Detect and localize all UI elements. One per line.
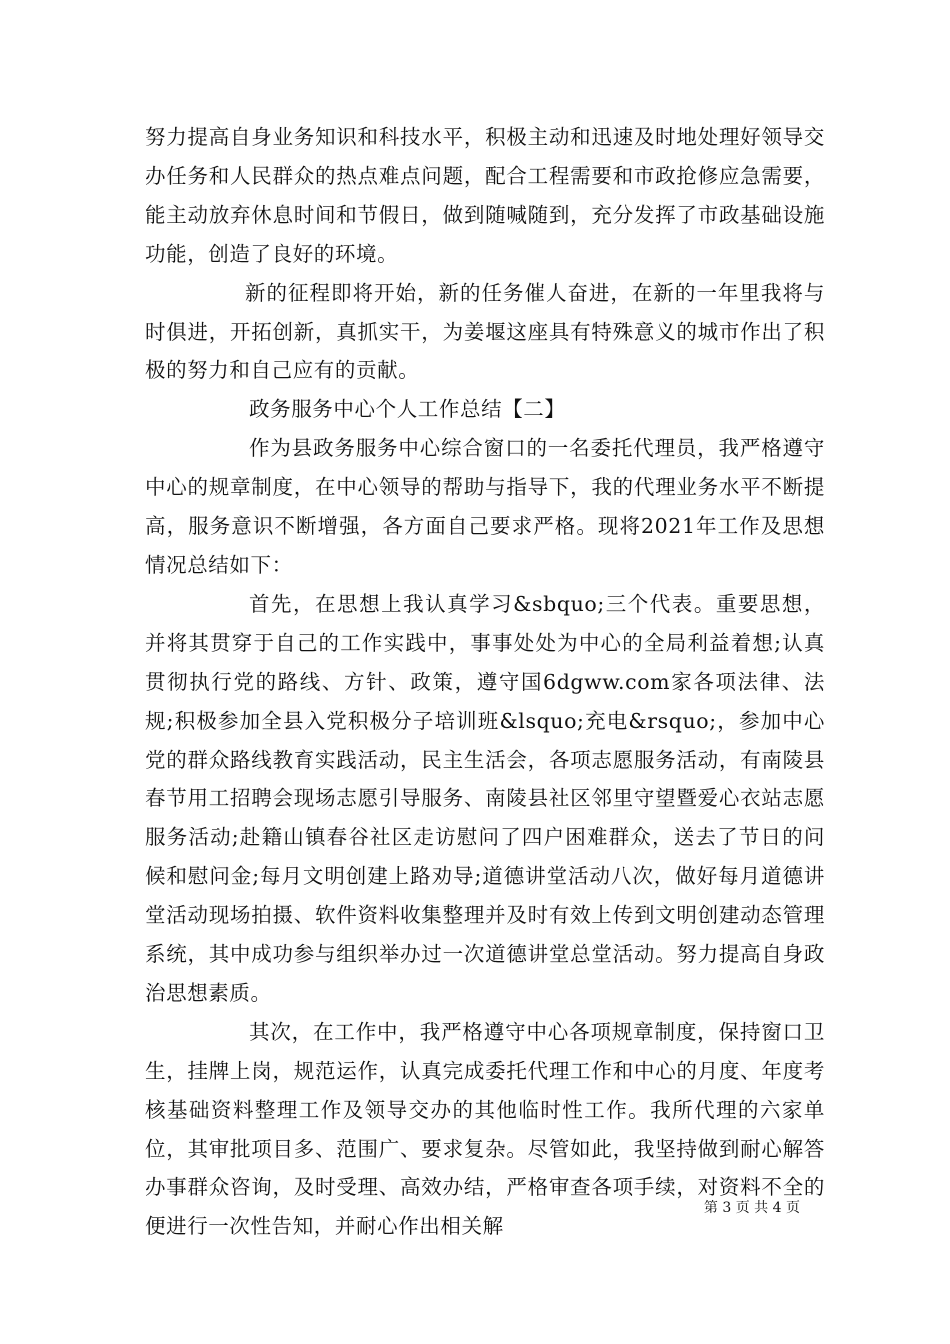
page-number-footer: 第 3 页 共 4 页 <box>703 1200 800 1216</box>
section-heading: 政务服务中心个人工作总结【二】 <box>249 397 566 422</box>
paragraph-4: 首先，在思想上我认真学习&sbquo;三个代表。重要思想，并将其贯穿于自己的工作实践中，事事处处为中心的全局利益着想;认真贯彻执行党的路线、方针、政策，遵守国6dgww.com家各项法律、法规;积极参加全县入党积极分子培训班&lsquo;充电&rsquo;，参加中心党的群众路线教育实践活动，民主生活会，各项志愿服务活动，有南陵县春节用工招聘会现场志愿引导服务、南陵县社区邻里守望暨爱心衣站志愿服务活动;赴籍山镇春谷社区走访慰问了四户困难群众，送去了节日的问候和慰问金;每月文明创建上路劝导;道德讲堂活动八次，做好每月道德讲堂活动现场拍摄、软件资料收集整理并及时有效上传到文明创建动态管理系统，其中成功参与组织举办过一次道德讲堂总堂活动。努力提高自身政治思想素质。 <box>145 591 825 1005</box>
paragraph-2: 新的征程即将开始，新的任务催人奋进，在新的一年里我将与时俱进，开拓创新，真抓实干，为姜堰这座具有特殊意义的城市作出了积极的努力和自己应有的贡献。 <box>145 280 825 383</box>
document-body <box>145 118 825 1246</box>
paragraph-5: 其次，在工作中，我严格遵守中心各项规章制度，保持窗口卫生，挂牌上岗，规范运作，认真完成委托代理工作和中心的月度、年度考核基础资料整理工作及领导交办的其他临时性工作。我所代理的六家单位，其审批项目多、范围广、要求复杂。尽管如此，我坚持做到耐心解答办事群众咨询，及时受理、高效办结，严格审查各项手续，对资料不全的便进行一次性告知，并耐心作出相关解 <box>145 1019 825 1239</box>
paragraph-3: 作为县政务服务中心综合窗口的一名委托代理员，我严格遵守中心的规章制度，在中心领导的帮助与指导下，我的代理业务水平不断提高，服务意识不断增强，各方面自己要求严格。现将2021年工作及思想情况总结如下： <box>145 436 825 577</box>
paragraph-1: 努力提高自身业务知识和科技水平，积极主动和迅速及时地处理好领导交办任务和人民群众的热点难点问题，配合工程需要和市政抢修应急需要，能主动放弃休息时间和节假日，做到随喊随到，充分发挥了市政基础设施功能，创造了良好的环境。 <box>145 125 825 266</box>
